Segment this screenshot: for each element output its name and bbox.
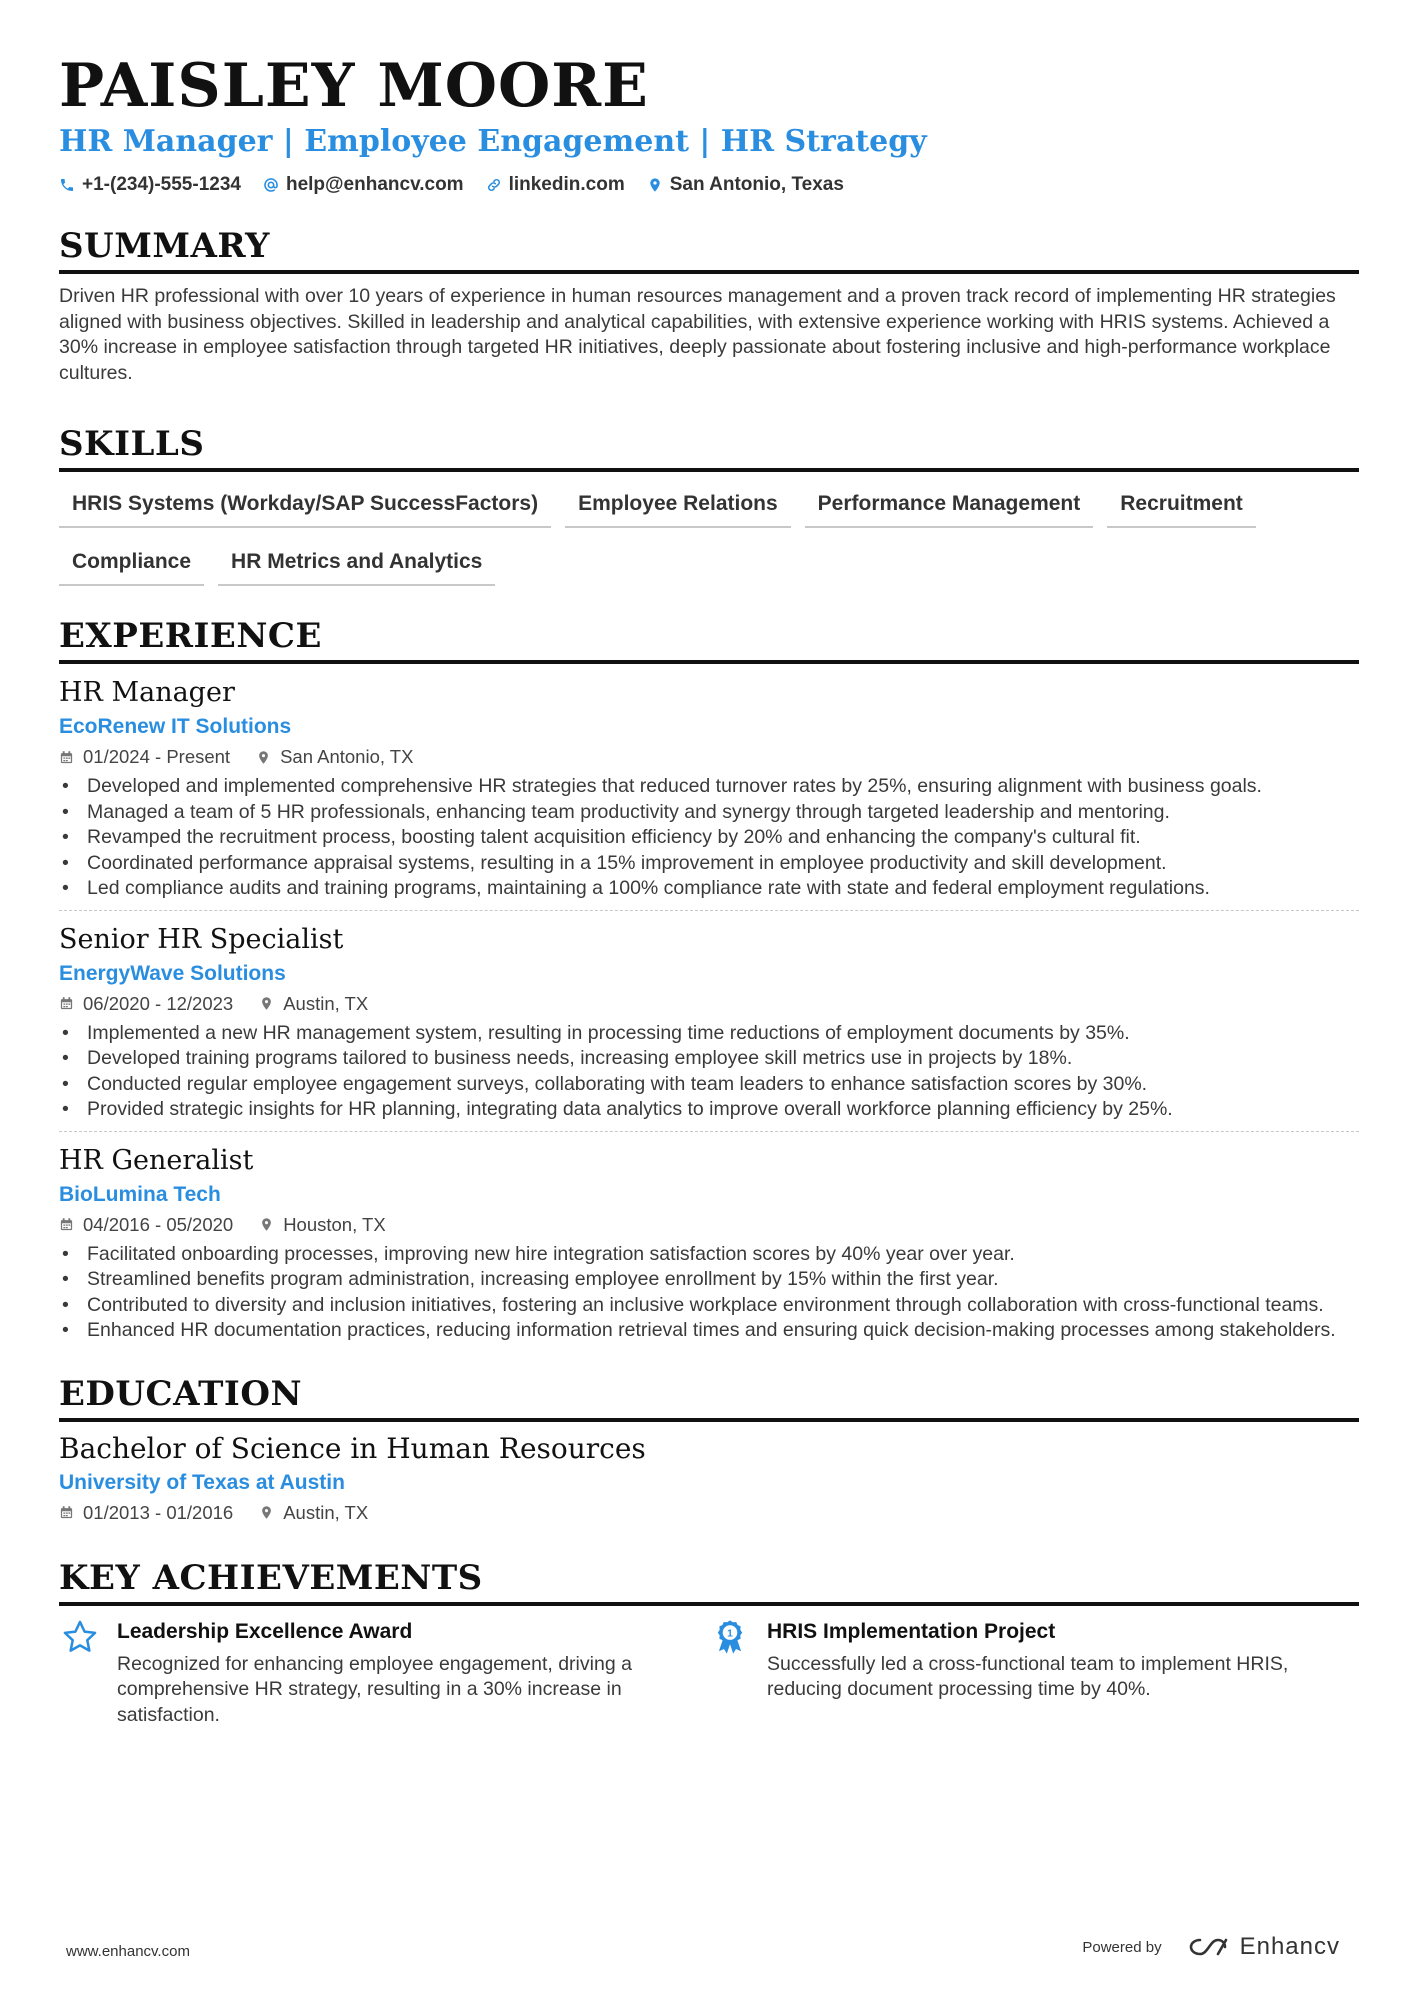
brand-name: Enhancv [1239,1933,1340,1960]
job-meta [59,1214,1359,1236]
bullet-item: • Revamped the recruitment process, boosting talent acquisition efficiency by 20% and enhancing the company's cultural fit. [59,825,1359,851]
resume-page [59,52,1359,1728]
enhancv-logo[interactable] [1186,1933,1340,1961]
job-location [259,1214,386,1236]
svg-text:1: 1 [727,1627,733,1639]
education-heading: EDUCATION [59,1374,1359,1422]
dates-text: 01/2024 - Present [83,746,231,767]
footer-website[interactable]: www.enhancv.com [66,1943,190,1960]
job-dates [59,1214,233,1236]
star-icon [59,1618,101,1660]
map-pin-icon [259,1217,274,1232]
achievement-item [709,1618,1359,1729]
job-title: HR Manager [59,677,235,708]
job-entry [59,1131,1359,1344]
job-location [256,746,413,768]
bullet-item: • Implemented a new HR management system, resulting in processing time reductions of employment documents by 35%. [59,1021,1359,1047]
phone-text: +1-(234)-555-1234 [82,174,241,195]
calendar-icon [59,1505,74,1520]
phone-icon [59,177,75,193]
linkedin-text: linkedin.com [508,174,625,195]
achievements-list [59,1618,1359,1729]
powered-by-label: Powered by [1082,1938,1162,1956]
award-ribbon-icon [709,1618,751,1660]
email-text: help@enhancv.com [285,174,464,195]
skills-list [59,486,1299,586]
job-title: Senior HR Specialist [59,923,344,955]
education-section [59,1374,1359,1524]
summary-heading: SUMMARY [59,226,1359,274]
contact-email[interactable] [263,174,464,196]
summary-section [59,226,1359,386]
contact-phone[interactable] [59,174,241,196]
skills-heading: SKILLS [59,424,1359,472]
education-meta [59,1502,1359,1524]
job-meta [59,993,1359,1015]
skills-section [59,424,1359,586]
achievement-desc: Recognized for enhancing employee engagement, driving a comprehensive HR strategy, resulting in a 30% increase in satisfaction. [117,1652,632,1726]
job-entry [59,910,1359,1123]
job-meta [59,746,1359,768]
skill-tag: Compliance [59,544,204,586]
skill-tag: HRIS Systems (Workday/SAP SuccessFactors) [59,486,551,528]
location-text: San Antonio, TX [280,746,414,767]
company-name: EcoRenew IT Solutions [59,715,292,738]
experience-section [59,616,1359,1344]
bullet-item: • Led compliance audits and training programs, maintaining a 100% compliance rate with state and federal employment regulations. [59,876,1359,902]
job-dates [59,993,233,1015]
dates-text: 06/2020 - 12/2023 [83,992,234,1014]
map-pin-icon [259,996,274,1011]
bullet-item: • Developed and implemented comprehensive HR strategies that reduced turnover rates by 25%, ensuring alignment with business goals. [59,774,1359,800]
location-text: San Antonio, Texas [669,174,844,195]
footer-branding [1082,1933,1340,1961]
contact-linkedin[interactable] [486,174,625,196]
map-pin-icon [647,177,663,193]
degree-title: Bachelor of Science in Human Resources [59,1431,646,1465]
summary-text: Driven HR professional with over 10 years of experience in human resources management and a proven track record of implementing HR strategies aligned with business objectives. Skilled in leadership and analytical capabilities, with extensive experience working with HRIS systems. Achieved a 30% increase in employee satisfaction through targeted HR initiatives, deeply passionate about fostering inclusive and high-performance workplace cultures. [59,285,1336,384]
contact-location [647,174,844,196]
bullet-item: • Facilitated onboarding processes, improving new hire integration satisfaction scores by 40% year over year. [59,1242,1359,1268]
link-icon [486,177,502,193]
bullet-item: • Conducted regular employee engagement surveys, collaborating with team leaders to enhance satisfaction scores by 30%. [59,1072,1359,1098]
company-name: BioLumina Tech [59,1182,221,1206]
achievement-title: HRIS Implementation Project [767,1619,1056,1643]
at-sign-icon [263,177,279,193]
achievement-item [59,1618,709,1729]
map-pin-icon [256,750,271,765]
calendar-icon [59,996,74,1011]
job-location [259,993,368,1015]
candidate-title: HR Manager | Employee Engagement | HR Strategy [59,124,927,159]
location-text: Austin, TX [283,1501,369,1523]
company-name: EnergyWave Solutions [59,961,286,985]
skill-tag: Employee Relations [565,486,791,528]
bullet-item: • Provided strategic insights for HR planning, integrating data analytics to improve overall workforce planning efficiency by 25%. [59,1097,1359,1123]
job-bullets [59,774,1359,902]
candidate-name: PAISLEY MOORE [59,51,649,121]
skill-tag: Recruitment [1107,486,1256,528]
contact-bar [59,174,1359,196]
achievement-content [767,1618,1327,1729]
bullet-item: • Managed a team of 5 HR professionals, enhancing team productivity and synergy through targeted leadership and mentoring. [59,800,1359,826]
job-entry [59,676,1359,902]
achievements-heading: KEY ACHIEVEMENTS [59,1558,1359,1606]
achievement-content [117,1618,677,1729]
bullet-item: • Coordinated performance appraisal systems, resulting in a 15% improvement in employee productivity and skill development. [59,851,1359,877]
enhancv-logo-icon [1186,1934,1232,1960]
skill-tag: HR Metrics and Analytics [218,544,495,586]
calendar-icon [59,1217,74,1232]
bullet-item: • Streamlined benefits program administration, increasing employee enrollment by 15% within the first year. [59,1267,1359,1293]
school-name: University of Texas at Austin [59,1470,345,1494]
experience-heading: EXPERIENCE [59,616,1359,664]
bullet-item: • Developed training programs tailored to business needs, increasing employee skill metrics use in projects by 18%. [59,1046,1359,1072]
location-text: Houston, TX [283,1213,386,1235]
job-bullets [59,1242,1359,1344]
job-dates [59,746,230,768]
skill-tag: Performance Management [805,486,1094,528]
achievement-title: Leadership Excellence Award [117,1619,413,1643]
job-title: HR Generalist [59,1144,254,1176]
education-location [259,1502,368,1524]
job-bullets [59,1021,1359,1123]
dates-text: 04/2016 - 05/2020 [83,1213,234,1235]
achievements-section [59,1558,1359,1729]
calendar-icon [59,750,74,765]
resume-header [59,52,1359,196]
map-pin-icon [259,1505,274,1520]
achievement-desc: Successfully led a cross-functional team to implement HRIS, reducing document processing time by 40%. [767,1652,1289,1700]
bullet-item: • Enhanced HR documentation practices, reducing information retrieval times and ensuring quick decision-making processes among stakeholders. [59,1318,1359,1344]
education-dates [59,1502,233,1524]
dates-text: 01/2013 - 01/2016 [83,1501,234,1523]
bullet-item: • Contributed to diversity and inclusion initiatives, fostering an inclusive workplace environment through collaboration with cross-functional teams. [59,1293,1359,1319]
location-text: Austin, TX [283,992,369,1014]
